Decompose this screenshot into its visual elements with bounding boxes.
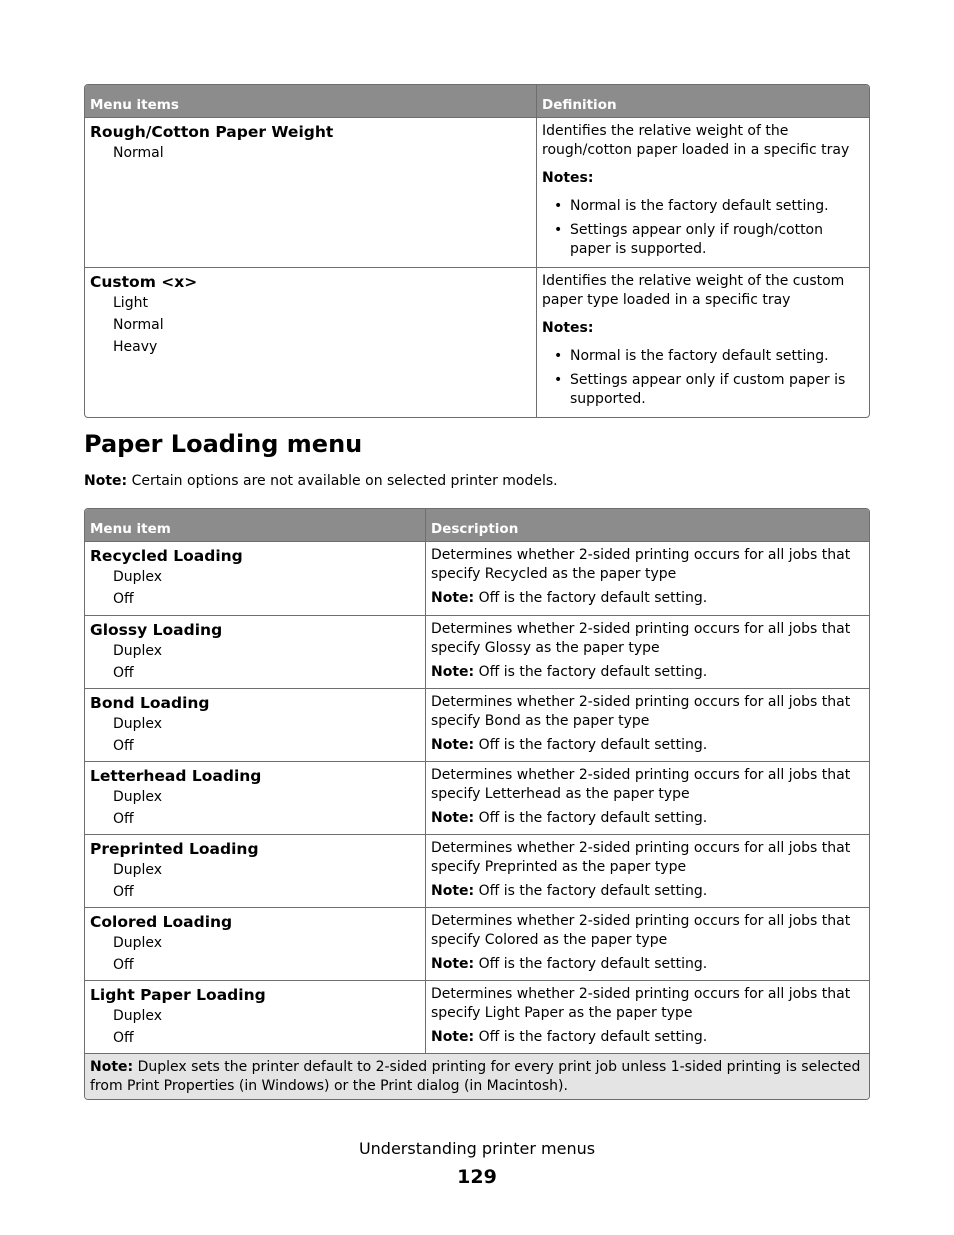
- menu-option: Duplex: [113, 789, 163, 805]
- definition-cell: [536, 267, 869, 417]
- notes-list: [542, 197, 864, 259]
- menu-item-name: Preprinted Loading: [90, 840, 259, 858]
- row-note: [431, 589, 864, 608]
- menu-item-name: Bond Loading: [90, 694, 210, 712]
- table-row: [85, 980, 869, 1053]
- menu-item-cell: [85, 688, 425, 761]
- menu-option: Duplex: [113, 862, 163, 878]
- menu-item-name: Glossy Loading: [90, 621, 223, 639]
- menu-option: Normal: [113, 145, 164, 161]
- menu-option: Heavy: [113, 339, 158, 355]
- description-cell: [425, 907, 869, 980]
- section-note: [84, 473, 558, 489]
- menu-item-cell: [85, 834, 425, 907]
- menu-option: Light: [113, 295, 148, 311]
- column-header-description: Description: [425, 509, 869, 542]
- description-text: Determines whether 2-sided printing occurs for all jobs that specify Light Paper as the paper type: [431, 986, 851, 1021]
- description-text: Determines whether 2-sided printing occurs for all jobs that specify Recycled as the paper type: [431, 547, 851, 582]
- note-text: Off is the factory default setting.: [474, 737, 708, 753]
- menu-item-cell: [85, 542, 425, 615]
- note-label: Note:: [431, 956, 475, 972]
- note-label: Note:: [431, 883, 475, 899]
- menu-item-name: Rough/Cotton Paper Weight: [90, 123, 334, 141]
- menu-option: Duplex: [113, 1008, 163, 1024]
- column-header-menu-item: Menu item: [85, 509, 425, 542]
- note-text: Off is the factory default setting.: [474, 956, 708, 972]
- description-cell: [425, 980, 869, 1053]
- row-note: [431, 736, 864, 755]
- note-text: Off is the factory default setting.: [474, 590, 708, 606]
- note-text: Certain options are not available on selected printer models.: [127, 473, 558, 489]
- menu-option: Off: [113, 1030, 134, 1046]
- list-item: • Normal is the factory default setting.: [542, 197, 864, 216]
- row-note: [431, 1028, 864, 1047]
- menu-item-name: Light Paper Loading: [90, 986, 266, 1004]
- table-row: [85, 688, 869, 761]
- table-row: [85, 761, 869, 834]
- paper-weight-table: [84, 84, 870, 418]
- note-label: Note:: [84, 473, 128, 489]
- table-row: [85, 615, 869, 688]
- menu-option: Off: [113, 738, 134, 754]
- table-header-row: [85, 85, 869, 118]
- menu-option: Off: [113, 665, 134, 681]
- menu-item-cell: [85, 118, 536, 267]
- description-text: Determines whether 2-sided printing occurs for all jobs that specify Bond as the paper type: [431, 694, 851, 729]
- description-cell: [425, 834, 869, 907]
- notes-label: Notes:: [542, 320, 594, 336]
- list-item: • Settings appear only if rough/cotton paper is supported.: [542, 221, 864, 259]
- menu-option: Off: [113, 811, 134, 827]
- menu-option: Duplex: [113, 935, 163, 951]
- menu-option: Duplex: [113, 643, 163, 659]
- column-header-definition: Definition: [536, 85, 869, 118]
- menu-item-cell: [85, 267, 536, 417]
- menu-item-cell: [85, 615, 425, 688]
- description-text: Determines whether 2-sided printing occurs for all jobs that specify Glossy as the paper type: [431, 621, 851, 656]
- description-text: Determines whether 2-sided printing occurs for all jobs that specify Preprinted as the paper type: [431, 840, 851, 875]
- definition-cell: [536, 118, 869, 267]
- menu-item-name: Colored Loading: [90, 913, 233, 931]
- row-note: [431, 882, 864, 901]
- note-label: Note:: [431, 810, 475, 826]
- list-item: • Settings appear only if custom paper is supported.: [542, 371, 864, 409]
- menu-item-cell: [85, 907, 425, 980]
- note-text: Off is the factory default setting.: [474, 810, 708, 826]
- description-cell: [425, 688, 869, 761]
- menu-option: Off: [113, 884, 134, 900]
- description-text: Determines whether 2-sided printing occurs for all jobs that specify Colored as the paper type: [431, 913, 851, 948]
- table-row: [85, 118, 869, 267]
- definition-text: Identifies the relative weight of the custom paper type loaded in a specific tray: [542, 273, 845, 308]
- menu-item-name: Custom <x>: [90, 273, 198, 291]
- table-row: [85, 834, 869, 907]
- menu-option: Duplex: [113, 569, 163, 585]
- note-text: Off is the factory default setting.: [474, 1029, 708, 1045]
- table-header-row: [85, 509, 869, 542]
- notes-label: Notes:: [542, 170, 594, 186]
- section-title: Paper Loading menu: [84, 430, 363, 458]
- row-note: [431, 809, 864, 828]
- menu-option: Off: [113, 591, 134, 607]
- note-label: Note:: [431, 737, 475, 753]
- menu-item-name: Letterhead Loading: [90, 767, 262, 785]
- note-text: Duplex sets the printer default to 2-sided printing for every print job unless 1-sided printing is selected from Print Properties (in Windows) or the Print dialog (in Macintosh).: [90, 1059, 861, 1094]
- menu-option: Off: [113, 957, 134, 973]
- description-cell: [425, 761, 869, 834]
- list-item: • Normal is the factory default setting.: [542, 347, 864, 366]
- paper-loading-table: [84, 508, 870, 1100]
- page-number: 129: [457, 1166, 497, 1188]
- menu-item-cell: [85, 761, 425, 834]
- row-note: [431, 663, 864, 682]
- note-label: Note:: [431, 590, 475, 606]
- note-label: Note:: [431, 1029, 475, 1045]
- menu-item-name: Recycled Loading: [90, 547, 243, 565]
- running-footer-title: Understanding printer menus: [358, 1139, 596, 1158]
- note-label: Note:: [90, 1059, 134, 1075]
- menu-option: Duplex: [113, 716, 163, 732]
- table-row: [85, 542, 869, 615]
- table-row: [85, 267, 869, 417]
- definition-text: Identifies the relative weight of the rough/cotton paper loaded in a specific tray: [542, 123, 850, 158]
- description-cell: [425, 542, 869, 615]
- table-footer-note: [85, 1053, 869, 1099]
- column-header-menu-items: Menu items: [85, 85, 536, 118]
- row-note: [431, 955, 864, 974]
- note-text: Off is the factory default setting.: [474, 883, 708, 899]
- menu-item-cell: [85, 980, 425, 1053]
- note-text: Off is the factory default setting.: [474, 664, 708, 680]
- menu-option: Normal: [113, 317, 164, 333]
- table-footer-row: [85, 1053, 869, 1099]
- table-row: [85, 907, 869, 980]
- description-text: Determines whether 2-sided printing occurs for all jobs that specify Letterhead as the paper type: [431, 767, 851, 802]
- note-label: Note:: [431, 664, 475, 680]
- notes-list: [542, 347, 864, 409]
- description-cell: [425, 615, 869, 688]
